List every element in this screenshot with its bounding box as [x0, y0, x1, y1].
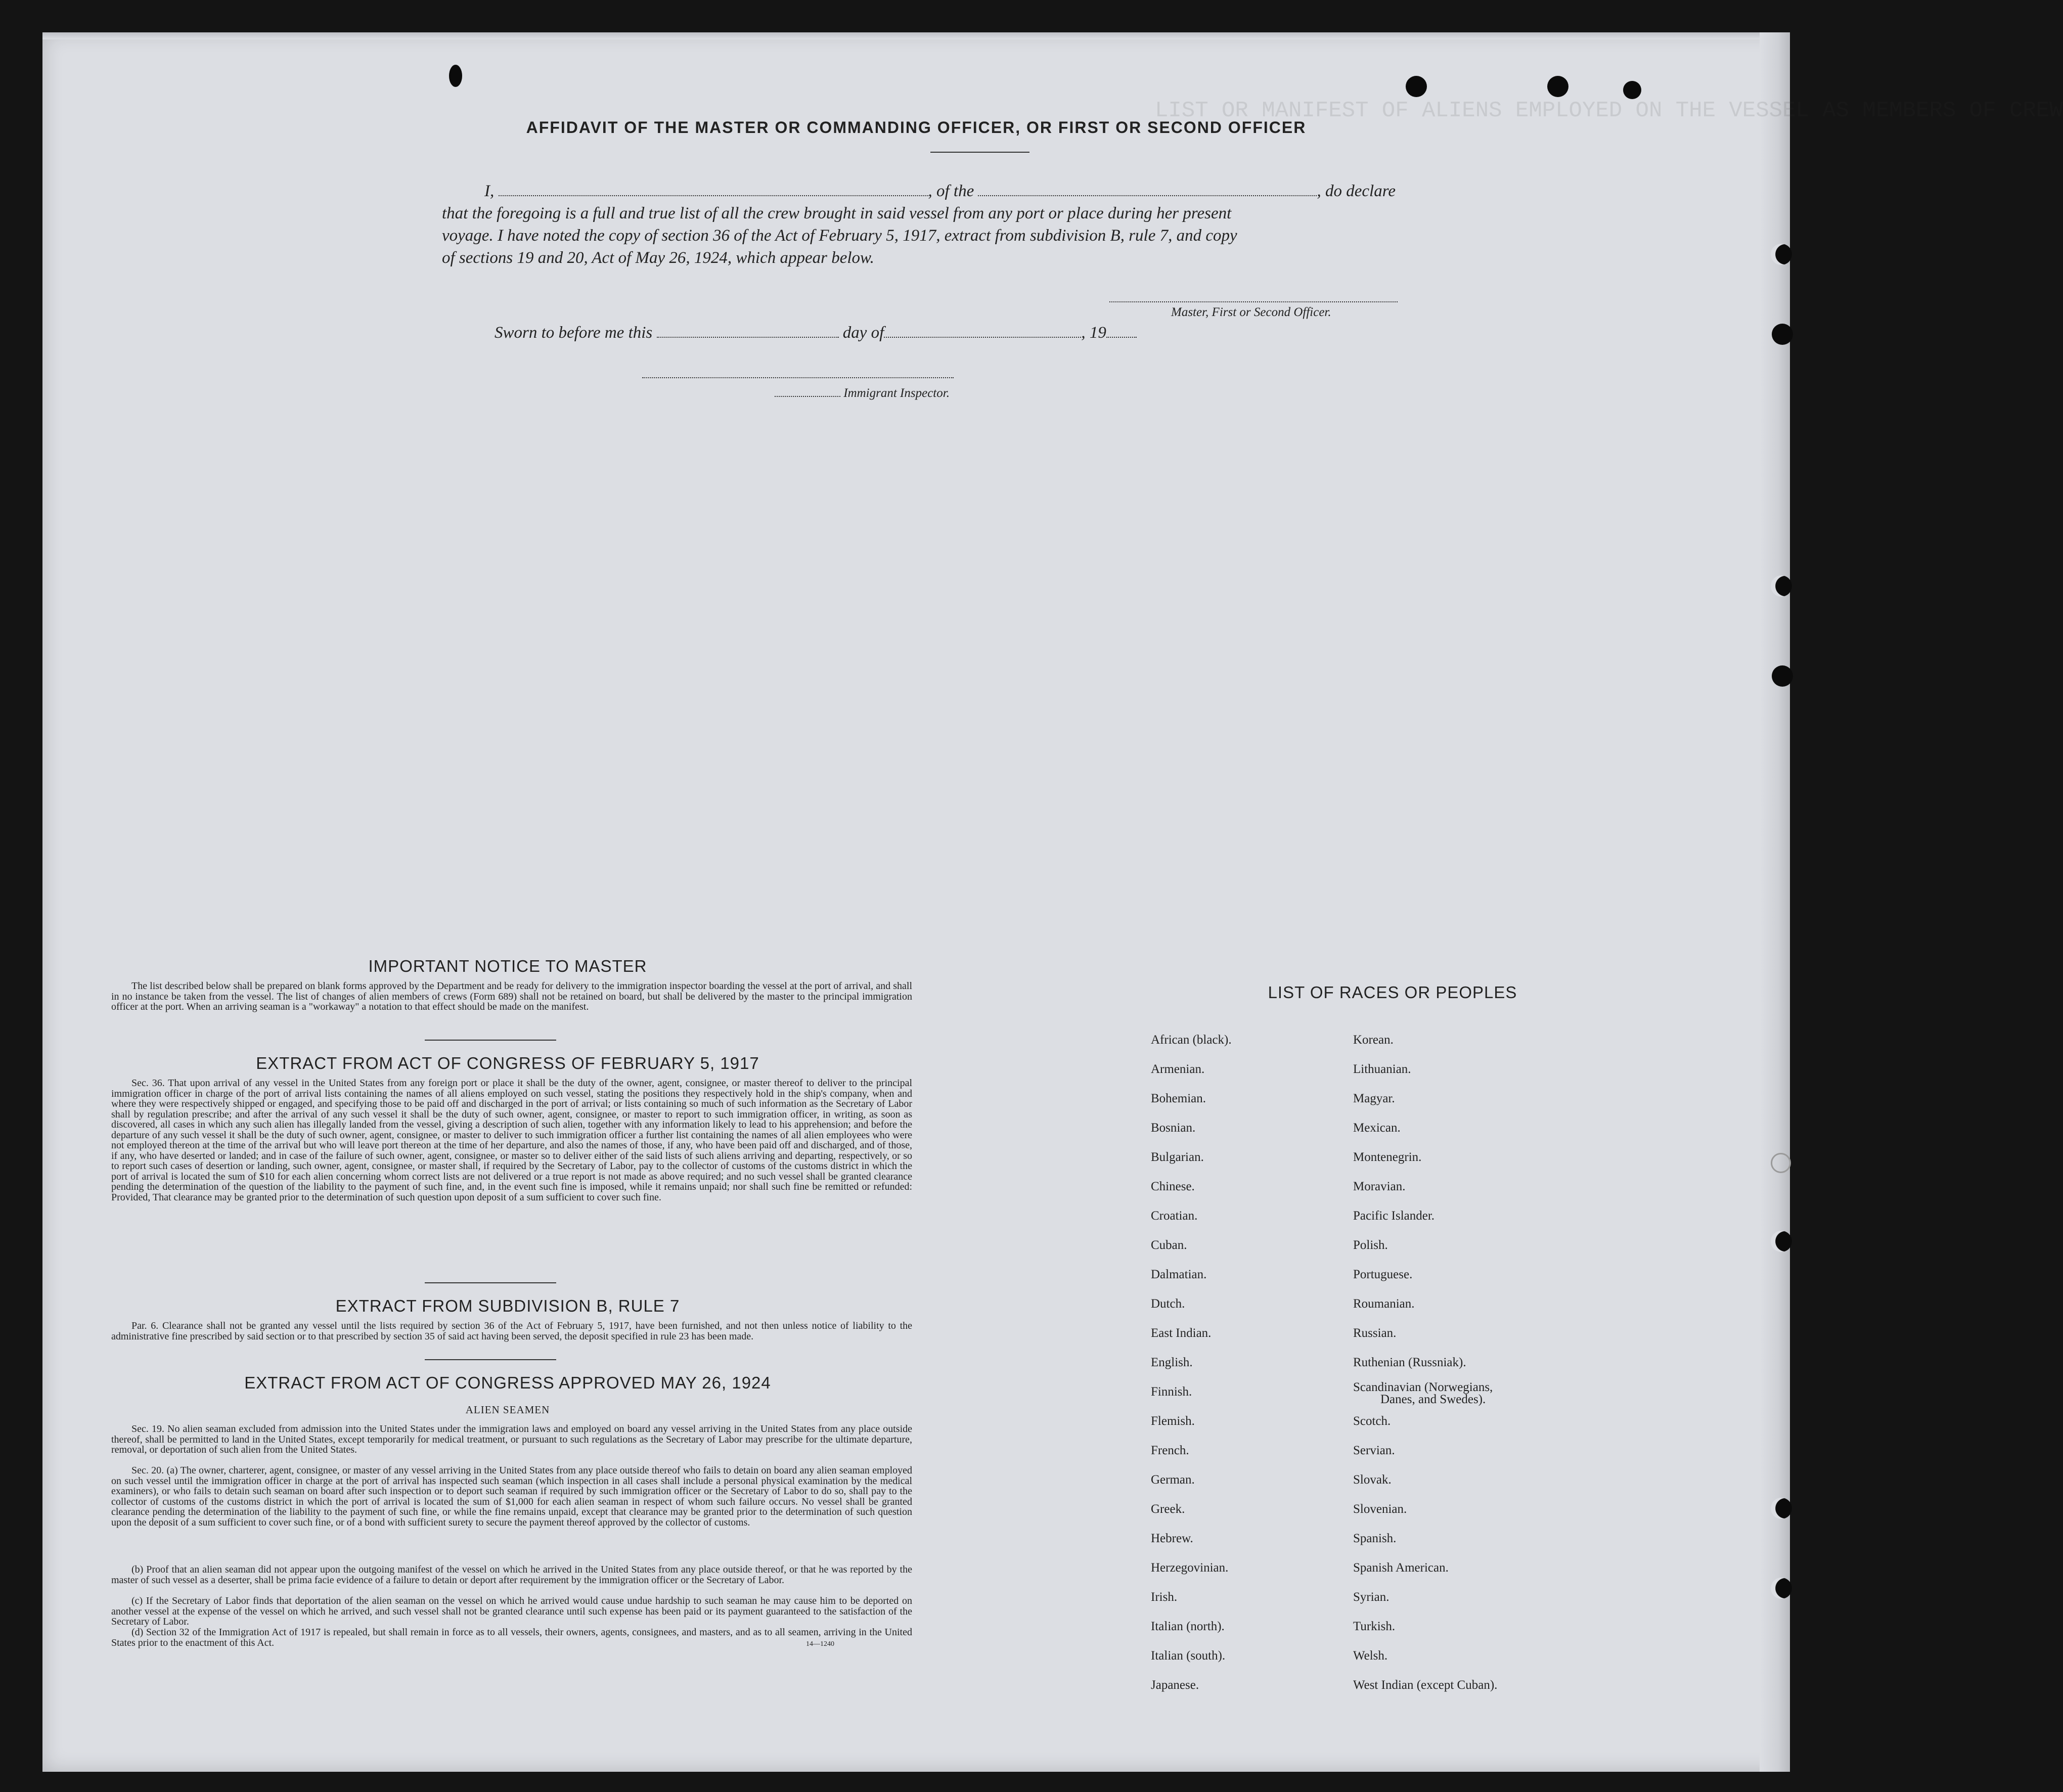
- race-item: Polish.: [1353, 1238, 1388, 1252]
- race-item: Ruthenian (Russniak).: [1353, 1356, 1466, 1369]
- races-title: LIST OF RACES OR PEOPLES: [1268, 983, 1517, 1002]
- affidavit-text: , do declare: [1317, 182, 1396, 200]
- affidavit-text: I,: [484, 182, 495, 200]
- race-item: Dalmatian.: [1151, 1268, 1207, 1281]
- punch-hole: [1771, 1578, 1792, 1599]
- race-item: Bulgarian.: [1151, 1150, 1204, 1164]
- race-item: Chinese.: [1151, 1180, 1195, 1193]
- affidavit-title: AFFIDAVIT OF THE MASTER OR COMMANDING OFFICER, OR FIRST OR SECOND OFFICER: [526, 118, 1307, 137]
- race-item: Italian (south).: [1151, 1649, 1226, 1663]
- day-field[interactable]: [657, 336, 839, 338]
- inspector-label-text: Immigrant Inspector.: [843, 386, 950, 400]
- sworn-text: day of: [842, 324, 884, 342]
- race-item: Slovak.: [1353, 1473, 1392, 1487]
- inspector-label: [775, 386, 950, 400]
- affidavit-line-1: [484, 182, 1396, 201]
- race-item: Russian.: [1353, 1326, 1397, 1340]
- alien-seamen-subtitle: ALIEN SEAMEN: [465, 1404, 550, 1416]
- affidavit-line-3: voyage. I have noted the copy of section 36 of the Act of February 5, 1917, extract from subdivision B, rule 7, and copy: [442, 227, 1237, 245]
- race-item: Syrian.: [1353, 1590, 1389, 1604]
- month-field[interactable]: [884, 336, 1081, 338]
- punch-hole: [1771, 244, 1792, 265]
- races-column-2: [1353, 1034, 1497, 1708]
- notice-text: The list described below shall be prepared on blank forms approved by the Department and be ready for delivery to the immigration inspector boarding the vessel at the port of arrival, and shall in no instance be taken from the vessel. The list of changes of alien members of crews (Form 689) shall not be retained on board, but shall be delivered by the master to the principal immigration officer at the port. When an arriving seaman is a "workaway" a notation to that effect should be made on the manifest.: [111, 980, 912, 1012]
- race-item: Slovenian.: [1353, 1502, 1407, 1516]
- punch-hole: [1771, 1231, 1792, 1252]
- race-item: Portuguese.: [1353, 1268, 1413, 1281]
- divider: [930, 152, 1029, 153]
- race-item: Bohemian.: [1151, 1092, 1206, 1105]
- race-item: [1353, 1381, 1497, 1415]
- race-item: English.: [1151, 1356, 1193, 1369]
- punch-hole: [1771, 1498, 1792, 1519]
- race-item: Irish.: [1151, 1590, 1178, 1604]
- sec20b-text: (b) Proof that an alien seaman did not appear upon the outgoing manifest of the vessel on which he arrived in the United States from any place outside thereof, or that he was reported by the master of such vessel as a deserter, shall be prima facie evidence of a failure to detain or deport after requirement by the immigration officer or the Secretary of Labor.: [111, 1564, 912, 1586]
- form-number: 14—1240: [806, 1640, 834, 1648]
- race-item: German.: [1151, 1473, 1195, 1487]
- race-item: Spanish American.: [1353, 1561, 1449, 1575]
- punch-hole: [1771, 575, 1792, 597]
- race-item: Montenegrin.: [1353, 1150, 1422, 1164]
- race-item: West Indian (except Cuban).: [1353, 1678, 1498, 1692]
- race-item: African (black).: [1151, 1033, 1232, 1047]
- affidavit-line-4: of sections 19 and 20, Act of May 26, 1924, which appear below.: [442, 249, 874, 267]
- extract-1924-title: EXTRACT FROM ACT OF CONGRESS APPROVED MAY 26, 1924: [244, 1373, 771, 1392]
- race-item: Moravian.: [1353, 1180, 1406, 1193]
- race-item: Japanese.: [1151, 1678, 1199, 1692]
- race-item: Armenian.: [1151, 1062, 1205, 1076]
- race-item: Italian (north).: [1151, 1620, 1225, 1633]
- sec20a-text: Sec. 20. (a) The owner, charterer, agent, consignee, or master of any vessel arriving in the United States from any place outside thereof who fails to detain on board any alien seaman employed on such vessel until the immigration officer in charge at the port of arrival has inspected such seaman (which inspection in all cases shall include a personal physical examination by the medical examiners), or who fails to detain such seaman on board after such inspection or to deport such seaman if required by such immigration officer or the Secretary of Labor to do so, shall pay to the collector of customs of the customs district in which the port of arrival is located the sum of $1,000 for each alien seaman in respect of whom such failure occurs. No vessel shall be granted clearance pending the determination of the liability to the payment of such fine, or while the fine remains unpaid, except that clearance may be granted prior to the determination of such question upon the deposit of a sum sufficient to cover such fine, or of a bond with sufficient surety to secure the payment thereof approved by the collector of customs.: [111, 1465, 912, 1528]
- race-item-line: Scandinavian (Norwegians,: [1353, 1380, 1493, 1394]
- notice-title: IMPORTANT NOTICE TO MASTER: [368, 957, 647, 975]
- divider: [425, 1359, 556, 1360]
- name-field[interactable]: [499, 194, 928, 196]
- signature-line[interactable]: [1109, 301, 1398, 302]
- sec19-text: Sec. 19. No alien seaman excluded from admission into the United States under the immigration laws and employed on board any vessel arriving in the United States from any place outside thereof, shall be permitted to land in the United States, except temporarily for medical treatment, or pursuant to such regulations as the Secretary of Labor may prescribe for the ultimate departure, removal, or deportation of such alien from the United States.: [111, 1423, 912, 1455]
- sec20c-text: (c) If the Secretary of Labor finds that deportation of the alien seaman on the vessel on which he arrived would cause undue hardship to such seaman he may cause him to be deported on another vessel at the expense of the vessel on which he arrived, and such vessel shall not be granted clearance until such expense has been paid or its payment guaranteed to the satisfaction of the Secretary of Labor.: [111, 1595, 912, 1627]
- race-item: Roumanian.: [1353, 1297, 1415, 1311]
- race-item: Hebrew.: [1151, 1532, 1193, 1545]
- divider: [425, 1282, 556, 1283]
- race-item: Pacific Islander.: [1353, 1209, 1435, 1223]
- extract-rule7-title: EXTRACT FROM SUBDIVISION B, RULE 7: [335, 1296, 680, 1315]
- punch-hole: [1547, 76, 1568, 97]
- punch-hole: [1772, 665, 1793, 687]
- race-item: Dutch.: [1151, 1297, 1185, 1311]
- document-page: [42, 32, 2063, 1772]
- race-item: Finnish.: [1151, 1385, 1192, 1399]
- extract-rule7-text: Par. 6. Clearance shall not be granted any vessel until the lists required by section 36 of the Act of February 5, 1917, have been furnished, and not then unless notice of liability to the administrative fine prescribed by said section or to that prescribed by section 35 of said act having been served, the deposit specified in rule 23 has been made.: [111, 1320, 912, 1342]
- punch-hole: [1772, 324, 1793, 345]
- vessel-field[interactable]: [978, 194, 1317, 196]
- inspector-signature-line[interactable]: [642, 377, 954, 378]
- race-item-continuation: Danes, and Swedes).: [1380, 1393, 1486, 1406]
- race-item: Welsh.: [1353, 1649, 1388, 1663]
- inspector-dots: [775, 395, 840, 397]
- page-top-edge: [42, 32, 1790, 39]
- year-field[interactable]: [1106, 336, 1137, 338]
- race-item: Flemish.: [1151, 1414, 1195, 1428]
- punch-hole: [1623, 81, 1641, 99]
- race-item: Bosnian.: [1151, 1121, 1196, 1135]
- race-item: East Indian.: [1151, 1326, 1212, 1340]
- punch-hole: [1771, 1153, 1791, 1173]
- sworn-text: Sworn to before me this: [495, 324, 653, 342]
- race-item: French.: [1151, 1444, 1189, 1457]
- extract-1917-title: EXTRACT FROM ACT OF CONGRESS OF FEBRUARY 5, 1917: [256, 1054, 759, 1072]
- race-item: Turkish.: [1353, 1620, 1396, 1633]
- race-item: Korean.: [1353, 1033, 1394, 1047]
- punch-hole: [1406, 76, 1427, 97]
- divider: [425, 1040, 556, 1041]
- race-item: Spanish.: [1353, 1532, 1397, 1545]
- race-item: Cuban.: [1151, 1238, 1187, 1252]
- affidavit-text: , of the: [928, 182, 974, 200]
- race-item: Herzegovinian.: [1151, 1561, 1229, 1575]
- race-item: Mexican.: [1353, 1121, 1401, 1135]
- race-item: Scotch.: [1353, 1414, 1391, 1428]
- sworn-line: [495, 324, 1137, 342]
- race-item: Servian.: [1353, 1444, 1395, 1457]
- sec20d-text: (d) Section 32 of the Immigration Act of 1917 is repealed, but shall remain in force as to all vessels, their owners, agents, consignees, and masters, and as to all seamen, arriving in the United States prior to the enactment of this Act.: [111, 1627, 912, 1648]
- punch-hole: [449, 65, 462, 87]
- affidavit-line-2: that the foregoing is a full and true list of all the crew brought in said vessel from any port or place during her present: [442, 204, 1232, 222]
- signature-label: Master, First or Second Officer.: [1171, 305, 1331, 319]
- race-item: Croatian.: [1151, 1209, 1198, 1223]
- race-item: Greek.: [1151, 1502, 1185, 1516]
- races-column-1: [1151, 1034, 1232, 1708]
- bleed-through-text: LIST OR MANIFEST OF ALIENS EMPLOYED ON THE VESSEL AS MEMBERS OF CREW: [1155, 98, 2063, 123]
- race-item: Lithuanian.: [1353, 1062, 1411, 1076]
- race-item: Magyar.: [1353, 1092, 1395, 1105]
- extract-1917-text: Sec. 36. That upon arrival of any vessel in the United States from any foreign port or place it shall be the duty of the owner, agent, consignee, or master thereof to deliver to the principal immigration officer in charge of the port of arrival lists containing the names of all aliens employed on such vessel, stating the positions they respectively hold in the ship's company, when and where they were respectively shipped or engaged, and specifying those to be paid off and discharged in the port of arrival; or lists containing so much of such information as the Secretary of Labor shall by regulation prescribe; and after the arrival of any such vessel it shall be the duty of such owner, agent, consignee, or master to report to such immigration officer, in writing, as soon as discovered, all cases in which any such alien has illegally landed from the vessel, giving a description of such alien, together with any information likely to lead to his apprehension; and before the departure of any such vessel it shall be the duty of such owner, agent, consignee, or master to deliver to such immigration officer a further list containing the names of all alien employees who were not employed thereon at the time of the arrival but who will leave port thereon at the time of her departure, and also the names of those, if any, who have been paid off and discharged, and of those, if any, who have deserted or landed; and in case of the failure of such owner, agent, consignee, or master so to deliver either of the said lists of such aliens arriving and departing, respectively, or so to report such cases of desertion or landing, such owner, agent, consignee, or master shall, if required by the Secretary of Labor, pay to the collector of customs of the customs district in which the port of arrival is located the sum of $10 for each alien concerning whom correct lists are not delivered or a true report is not made as above required; and no such vessel shall be granted clearance pending the determination of the question of the liability to the payment of such fine, and, in the event such fine is imposed, while it remains unpaid; nor shall such fine be remitted or refunded: Provided, That clearance may be granted prior to the determination of such question upon deposit of a sum sufficient to cover such fine.: [111, 1078, 912, 1203]
- sworn-text: , 19: [1081, 324, 1106, 342]
